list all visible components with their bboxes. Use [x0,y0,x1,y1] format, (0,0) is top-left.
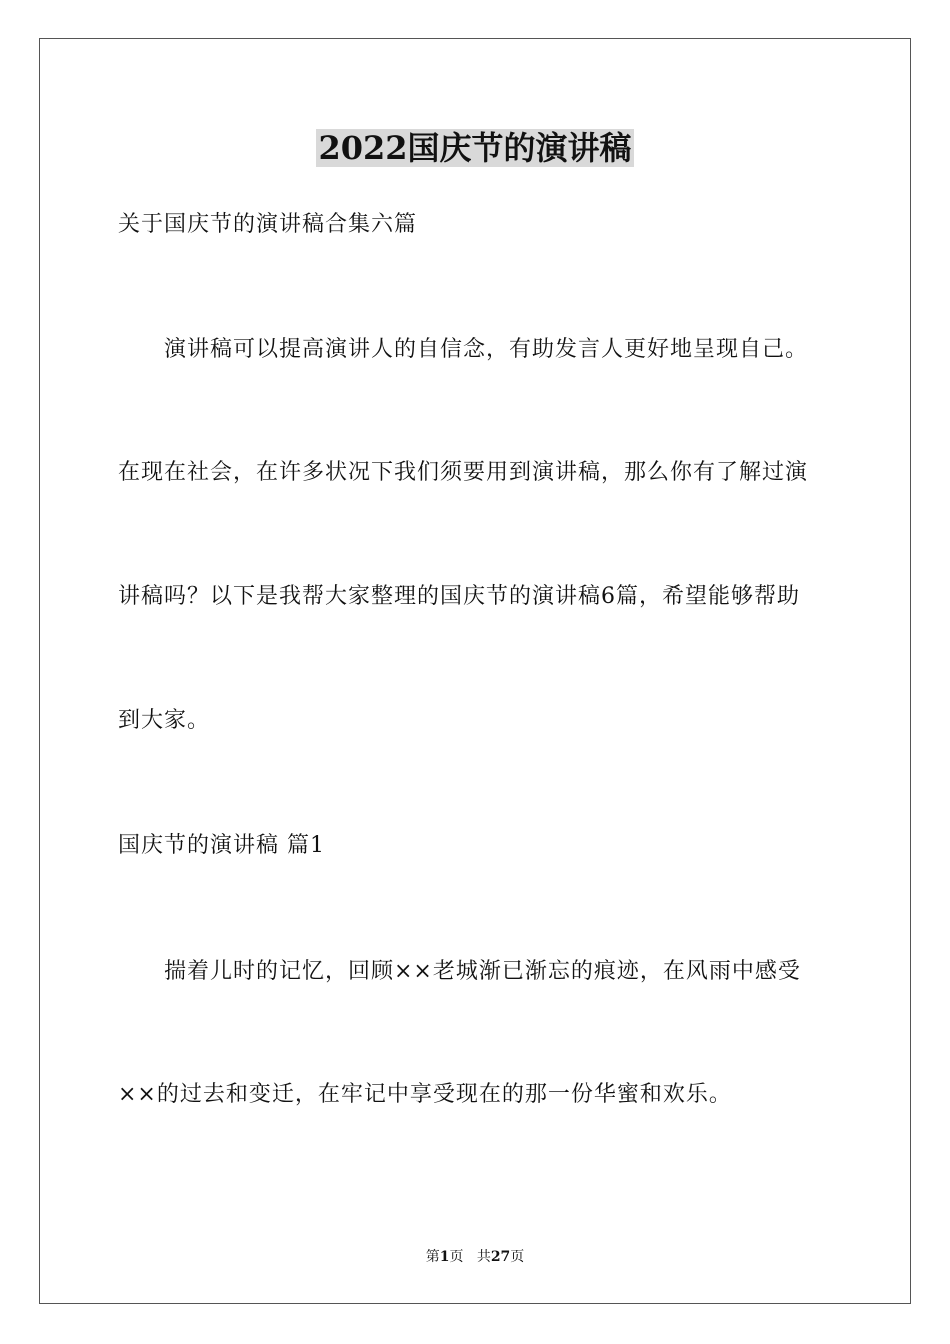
footer-page-prefix: 第 [425,1249,440,1265]
page-footer [0,1248,950,1266]
document-subtitle: 关于国庆节的演讲稿合集六篇 [118,212,418,237]
document-title-text: 2022国庆节的演讲稿 [318,129,632,167]
intro-line-4: 到大家。 [118,708,211,733]
intro-line-1: 演讲稿可以提高演讲人的自信念，有助发言人更好地呈现自己。 [164,337,809,362]
footer-total-prefix: 共 [476,1249,491,1265]
intro-line-3: 讲稿吗？以下是我帮大家整理的国庆节的演讲稿6篇，希望能够帮助 [118,584,800,609]
document-title [0,128,950,168]
section-line-2: ××的过去和变迁，在牢记中享受现在的那一份华蜜和欢乐。 [118,1082,732,1107]
footer-page-suffix: 页 [449,1249,464,1265]
section-heading: 国庆节的演讲稿 篇1 [118,833,325,858]
footer-total-suffix: 页 [510,1249,525,1265]
footer-page-number: 1 [439,1249,450,1265]
footer-total-pages: 27 [490,1249,511,1265]
intro-line-2: 在现在社会，在许多状况下我们须要用到演讲稿，那么你有了解过演 [118,460,809,485]
section-line-1: 揣着儿时的记忆，回顾××老城渐已渐忘的痕迹，在风雨中感受 [164,959,801,984]
